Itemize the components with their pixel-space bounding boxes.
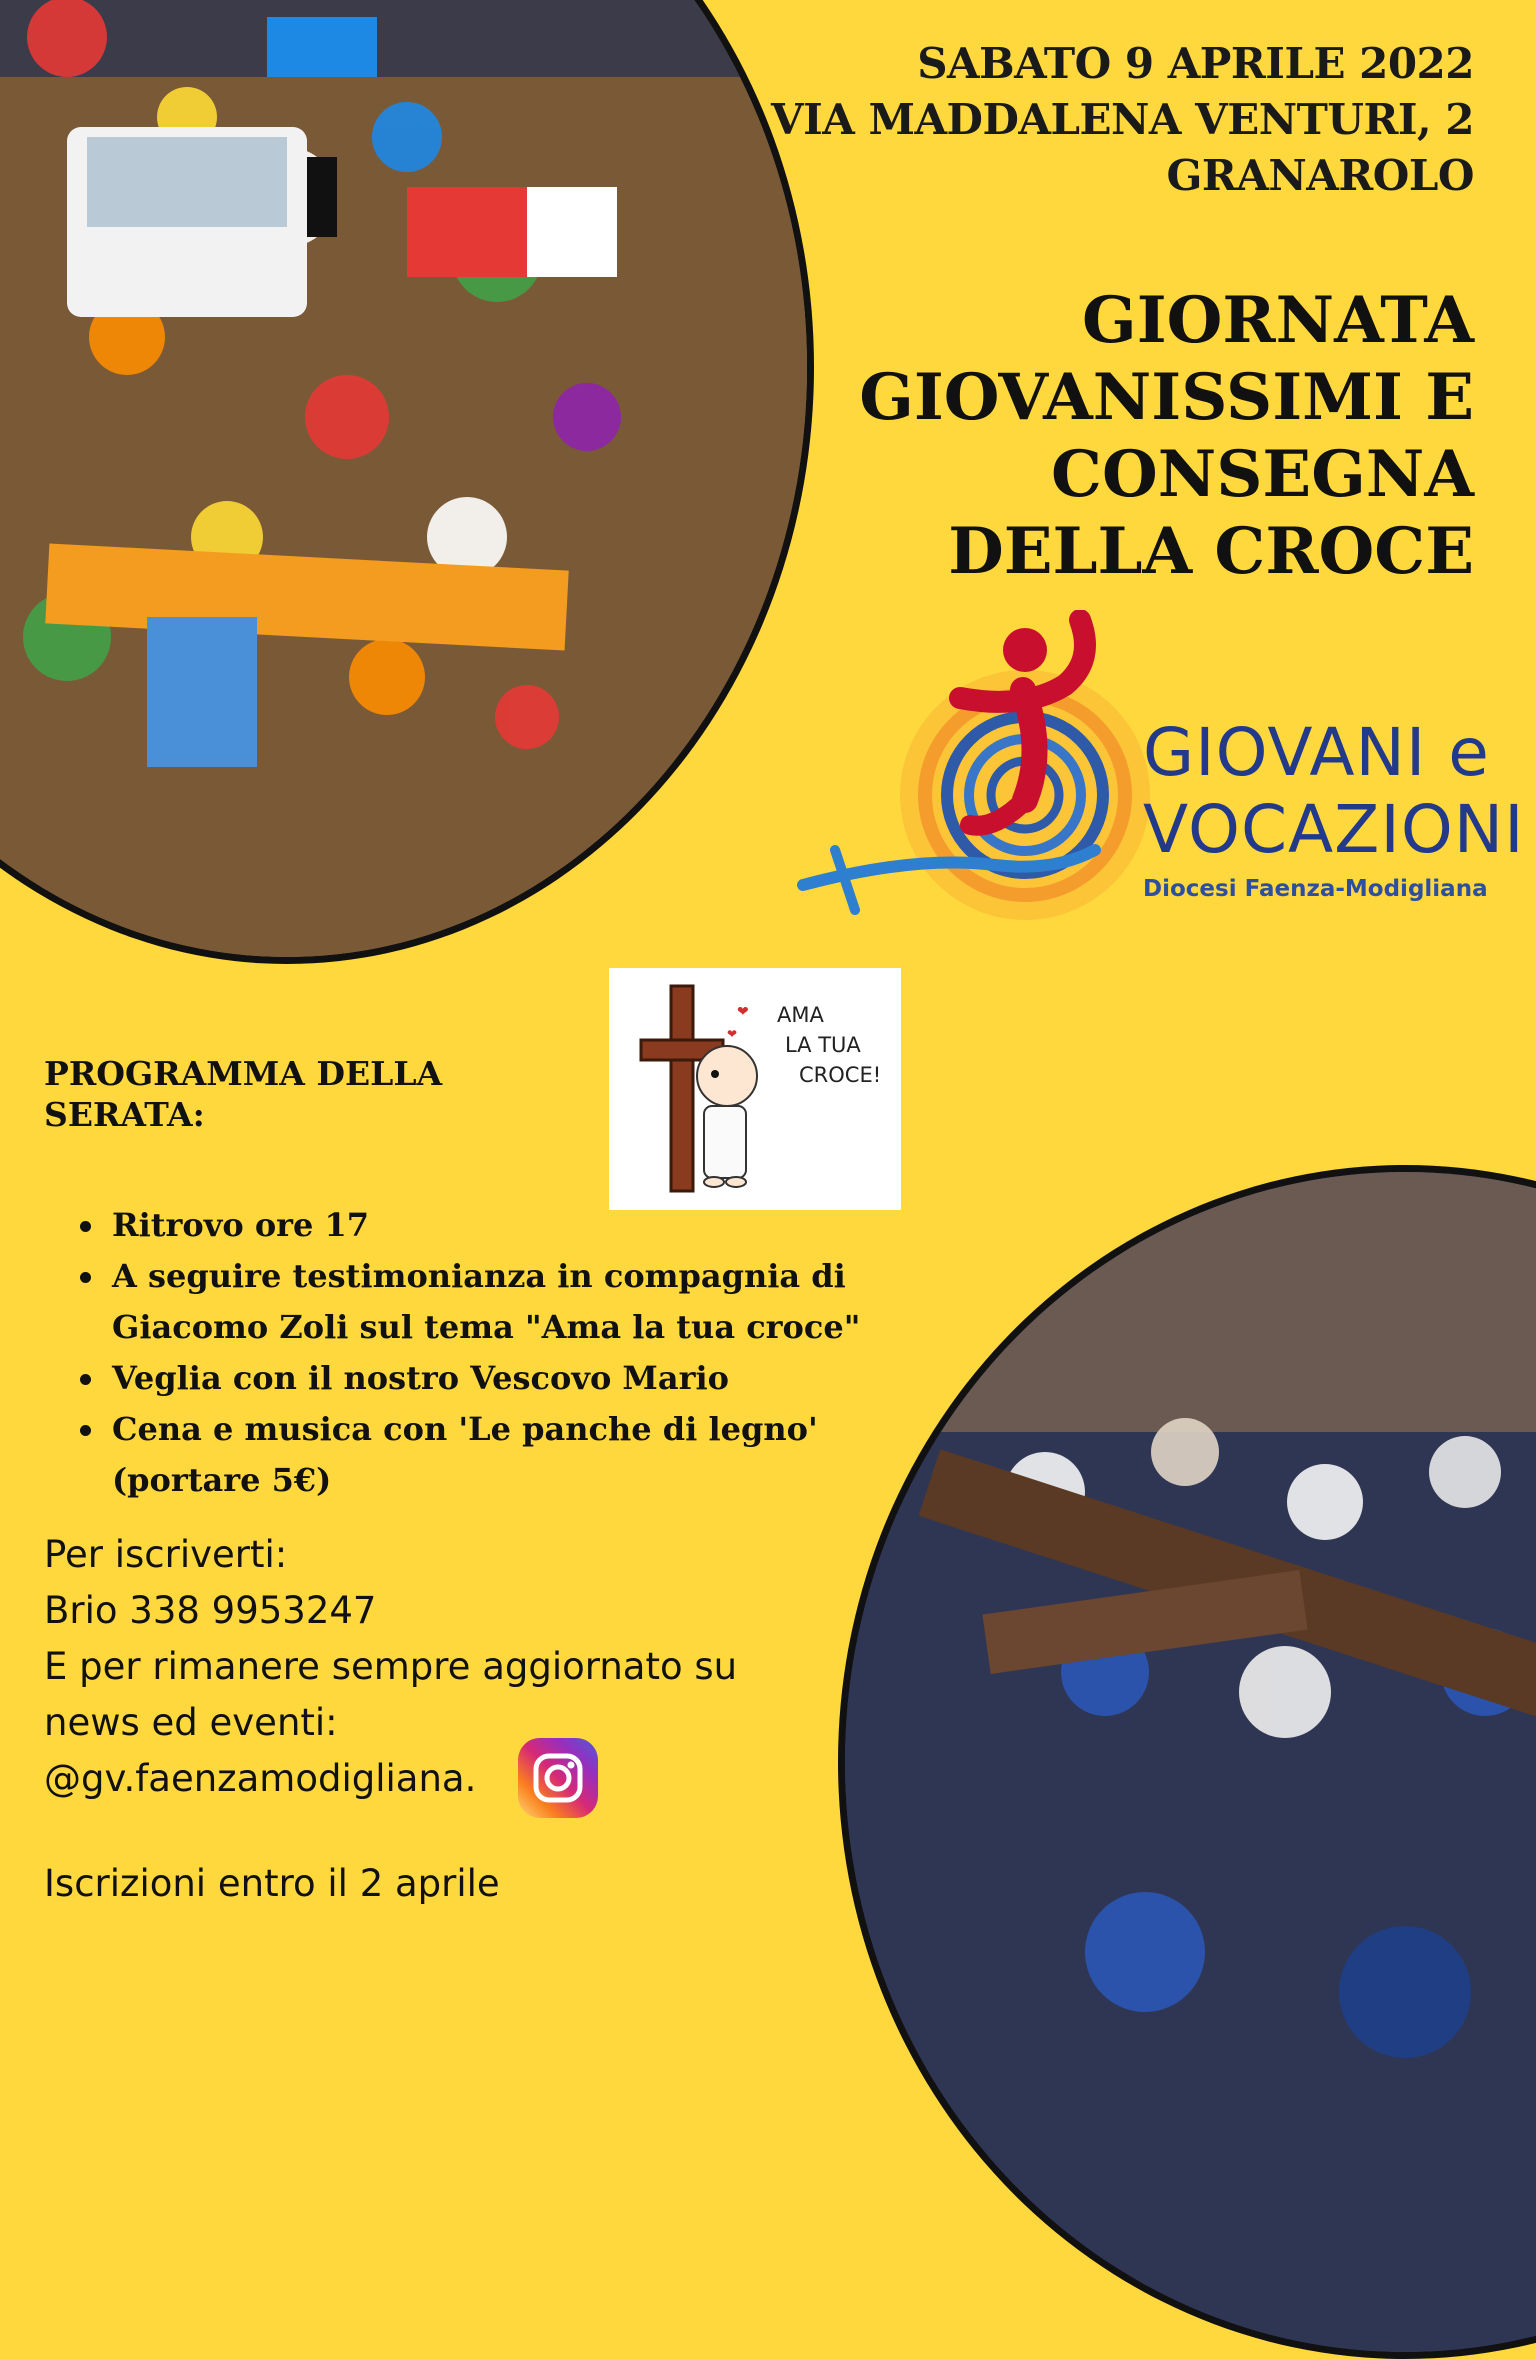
title-line-2: GIOVANISSIMI E <box>859 360 1474 435</box>
registration-deadline: Iscrizioni entro il 2 aprile <box>44 1862 500 1905</box>
event-address: VIA MADDALENA VENTURI, 2 <box>771 95 1474 144</box>
program-title: PROGRAMMA DELLA SERATA: <box>44 1054 443 1134</box>
title-line-1: GIORNATA <box>1082 283 1474 358</box>
event-title <box>859 282 1474 590</box>
instagram-icon[interactable] <box>518 1738 598 1818</box>
croce-caption <box>777 1000 881 1090</box>
program-item: Veglia con il nostro Vescovo Mario <box>76 1353 876 1404</box>
title-line-3: CONSEGNA <box>1051 437 1474 512</box>
program-list <box>76 1200 876 1506</box>
event-city: GRANAROLO <box>1166 151 1474 200</box>
instagram-glyph-icon <box>518 1738 598 1818</box>
logo-text-vocazioni: VOCAZIONI <box>1143 791 1525 868</box>
ama-la-tua-croce-card <box>609 968 901 1210</box>
program-item: Cena e musica con 'Le panche di legno' (portare 5€) <box>76 1404 876 1506</box>
logo-subtitle: Diocesi Faenza-Modigliana <box>1143 876 1488 902</box>
title-line-4: DELLA CROCE <box>948 514 1474 589</box>
contact-line-3: E per rimanere sempre aggiornato su <box>44 1645 738 1688</box>
crowd-photo-top <box>0 0 814 964</box>
cross-photo-bottom <box>838 1165 1536 2359</box>
contact-info <box>44 1527 844 1807</box>
cross-photo-bottom-art <box>845 1172 1536 2352</box>
contact-phone: Brio 338 9953247 <box>44 1589 377 1632</box>
logo-text-giovani: GIOVANI e <box>1143 714 1490 791</box>
svg-text:❤: ❤ <box>727 1027 738 1041</box>
event-info <box>771 36 1474 204</box>
croce-line-2: LA TUA <box>785 1033 861 1057</box>
program-item: Ritrovo ore 17 <box>76 1200 876 1251</box>
svg-text:❤: ❤ <box>737 1004 749 1020</box>
event-date: SABATO 9 APRILE 2022 <box>917 39 1474 88</box>
croce-line-1: AMA <box>777 1003 824 1027</box>
crowd-photo-top-art <box>0 0 807 957</box>
contact-line-1: Per iscriverti: <box>44 1533 288 1576</box>
instagram-handle[interactable]: @gv.faenzamodigliana. <box>44 1757 477 1800</box>
program-item: A seguire testimonianza in compagnia di Giacomo Zoli sul tema "Ama la tua croce" <box>76 1251 876 1353</box>
croce-line-3: CROCE! <box>799 1063 882 1087</box>
contact-line-4: news ed eventi: <box>44 1701 338 1744</box>
